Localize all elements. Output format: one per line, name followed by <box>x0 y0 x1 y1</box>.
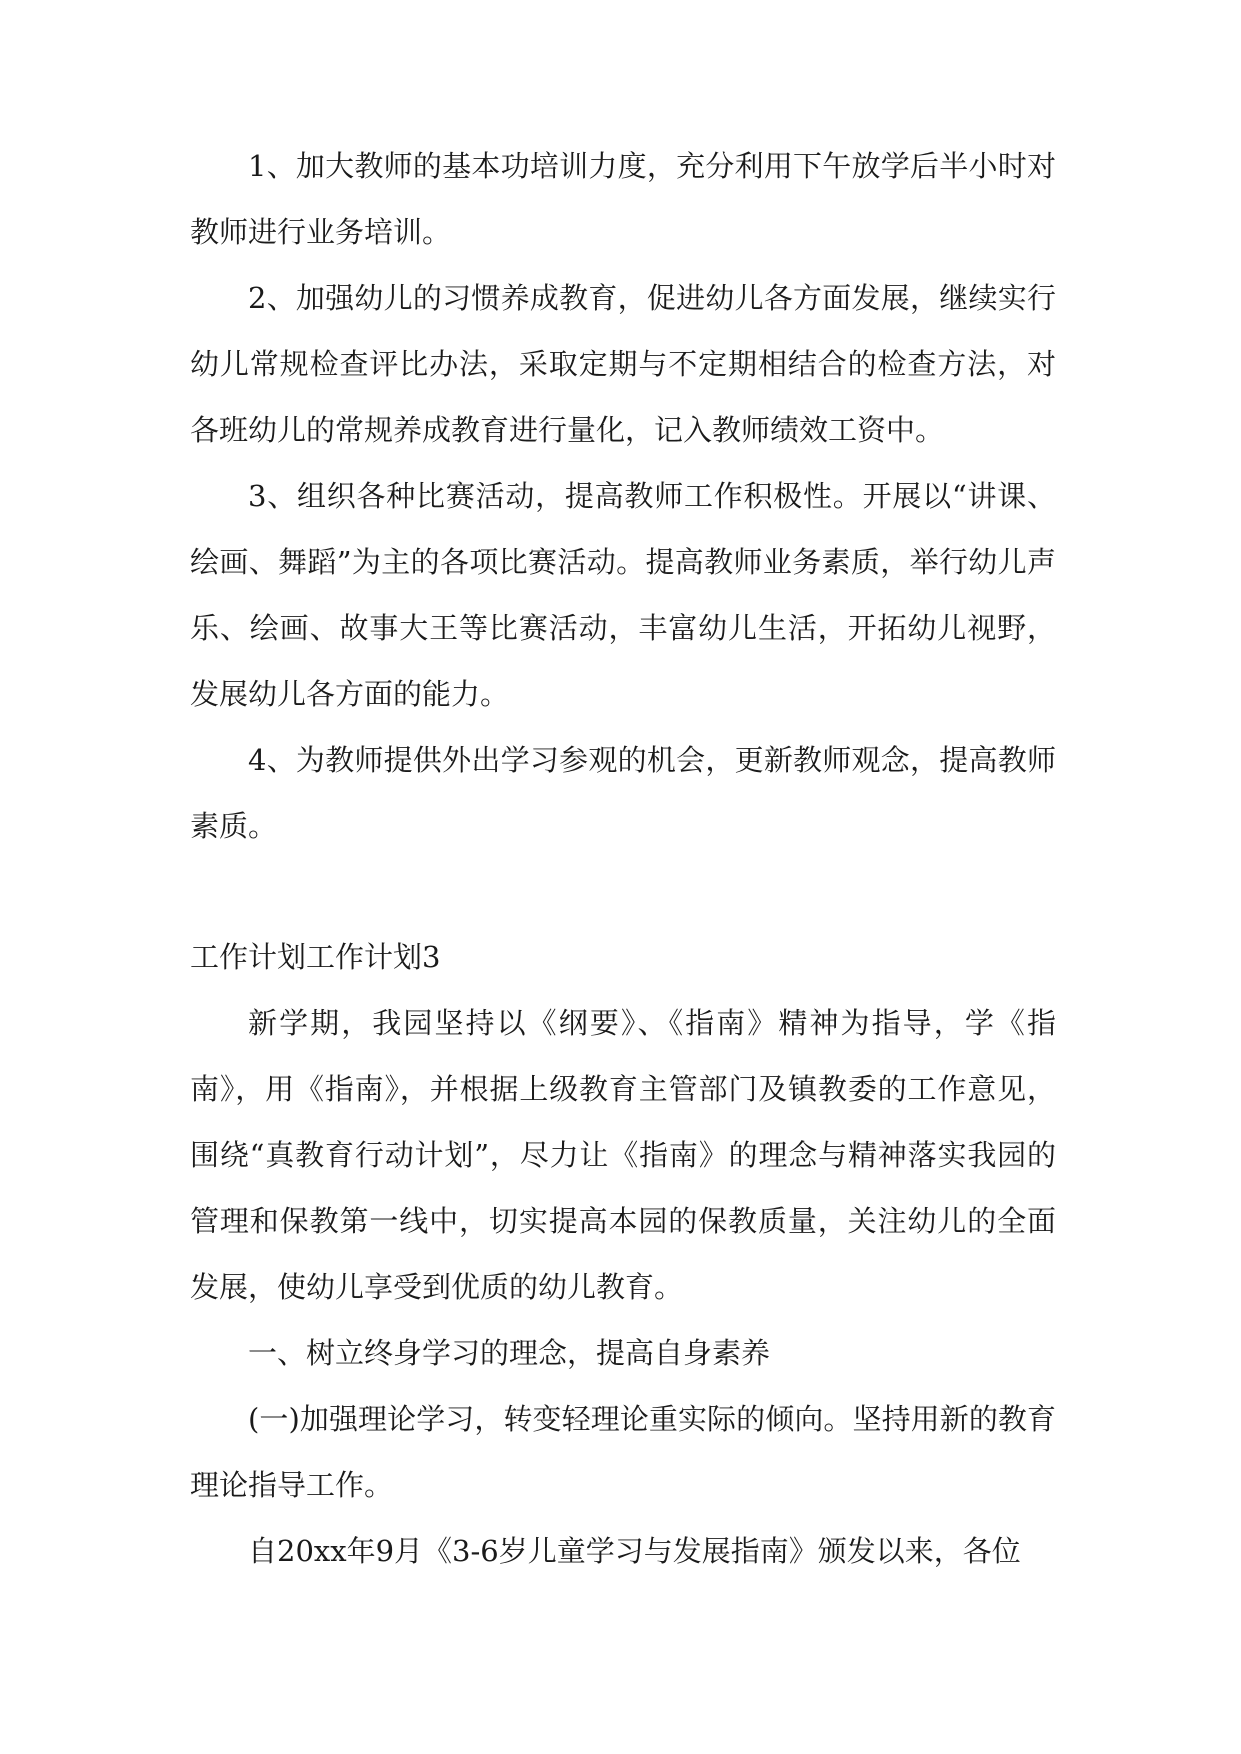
paragraph-subheading-one: (一)加强理论学习，转变轻理论重实际的倾向。坚持用新的教育理论指导工作。 <box>190 1402 1056 1502</box>
paragraph-item-2: 2、加强幼儿的习惯养成教育，促进幼儿各方面发展，继续实行幼儿常规检查评比办法，采取定期与不定期相结合的检查方法，对各班幼儿的常规养成教育进行量化，记入教师绩效工资中。 <box>190 281 1056 447</box>
paragraph-guide-intro: 自20xx年9月《3-6岁儿童学习与发展指南》颁发以来，各位 <box>248 1534 1021 1568</box>
paragraph-item-3: 3、组织各种比赛活动，提高教师工作积极性。开展以“讲课、绘画、舞蹈”为主的各项比赛活动。提高教师业务素质，举行幼儿声乐、绘画、故事大王等比赛活动，丰富幼儿生活，开拓幼儿视野，发展幼儿各方面的能力。 <box>190 479 1056 711</box>
paragraph-item-1: 1、加大教师的基本功培训力度，充分利用下午放学后半小时对教师进行业务培训。 <box>190 149 1056 249</box>
paragraph-item-4: 4、为教师提供外出学习参观的机会，更新教师观念，提高教师素质。 <box>190 743 1056 843</box>
section-title: 工作计划工作计划3 <box>190 940 441 974</box>
paragraph-heading-one: 一、树立终身学习的理念，提高自身素养 <box>248 1336 771 1370</box>
paragraph-intro: 新学期，我园坚持以《纲要》、《指南》精神为指导，学《指南》，用《指南》，并根据上级教育主管部门及镇教委的工作意见，围绕“真教育行动计划”，尽力让《指南》的理念与精神落实我园的管理和保教第一线中，切实提高本园的保教质量，关注幼儿的全面发展，使幼儿享受到优质的幼儿教育。 <box>190 1006 1056 1304</box>
